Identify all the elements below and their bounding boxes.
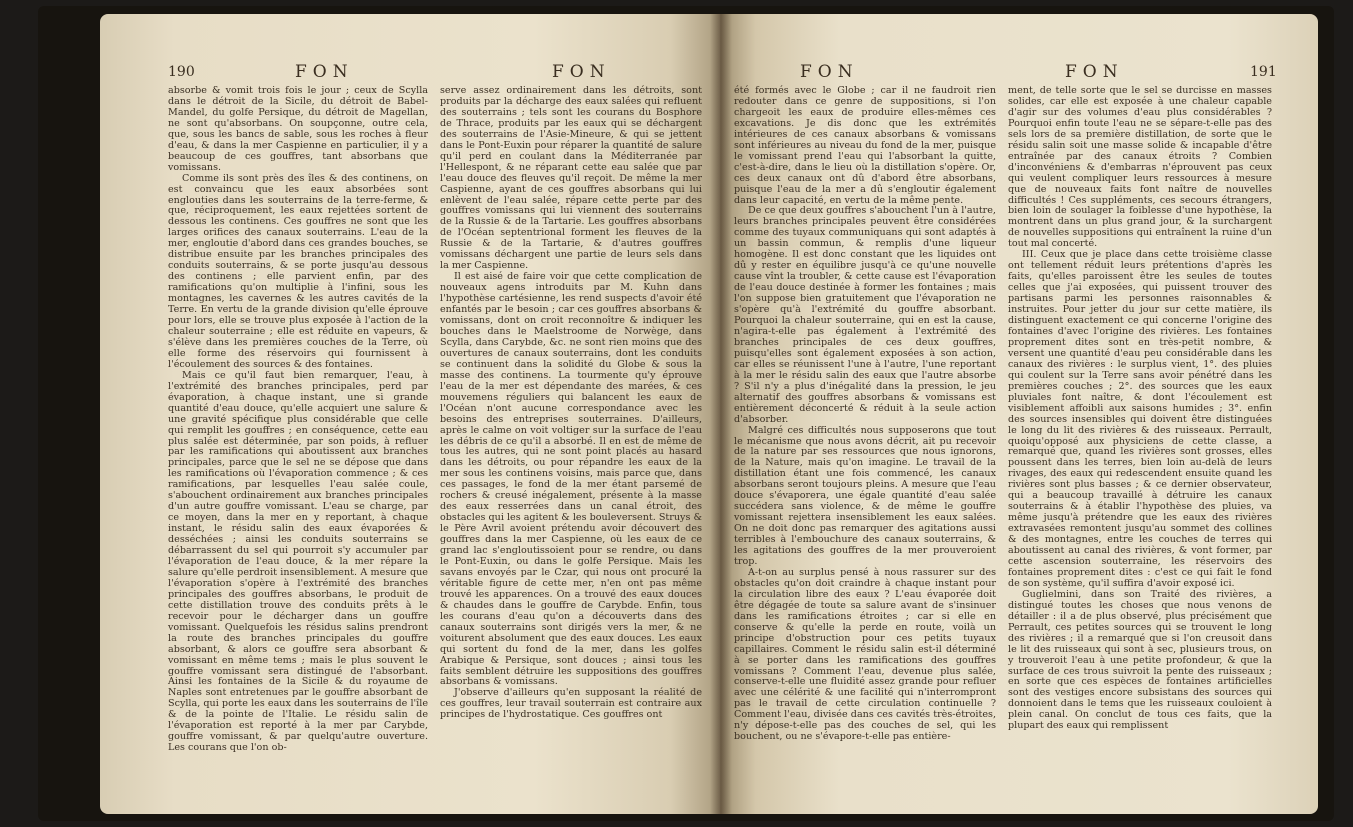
paragraph: Mais ce qu'il faut bien remarquer, l'eau, à l'extrémité des branches principales, perd par évaporation, à chaque instant, une si grande quantité d'eau douce, qu'elle acquiert une salure & une gravité spécifique plus considérable que celle qui remplit les gouffres ; en conséquence, cette eau plus salée est déterminée, par son poids, à refluer par les ramifications qui aboutissent aux branches principales, parce que le sel ne se dépose que dans les ramifications où l'évaporation commence ; & ces ramifications, par lesquelles l'eau salée coule, s'abouchent ordinairement aux branches principales d'un autre gouffre vomissant. L'eau se charge, par ce moyen, dans la mer en y reportant, à chaque instant, le résidu salin des eaux évaporées & desséchées ; ainsi les conduits souterrains se débarrassent du sel qui pourroit s'y accumuler par l'évaporation de l'eau douce, & la mer répare la salure qu'elle perdroit insensiblement. A mesure que l'évaporation s'opère à l'extrémité des branches principales des gouffres absorbans, le produit de cette distillation trouve des conduits prêts à le recevoir pour le décharger dans un gouffre vomissant. Quelquefois les résidus salins prendront la route des branches principales du gouffre absorbant, & alors ce gouffre sera absorbant & vomissant en même tems ; mais le plus souvent le gouffre vomissant sera distingué de l'absorbant. Ainsi les fontaines de la Sicile & du royaume de Naples sont entretenues par le gouffre absorbant de Scylla, qui porte les eaux dans les souterrains de l'île & de la pointe de l'Italie. Le résidu salin de l'évaporation est reporté à la mer par Carybde, gouffre vomissant, & par quelqu'autre ouverture. Les courans que l'on ob- xyxy=(168,369,428,754)
left-page-column-1 xyxy=(168,86,428,754)
right-page xyxy=(720,14,1318,814)
paragraph: Il est aisé de faire voir que cette complication de nouveaux agens introduits par M. Kuhn dans l'hypothèse cartésienne, les rend suspects d'avoir été enfantés par le besoin ; car ces gouffres absorbans & vomissans, dont on croit reconnoître & indiquer les bouches dans le Maelstroome de Norwège, dans Scylla, dans Carybde, &c. ne sont rien moins que des ouvertures de canaux souterrains, dont les conduits se continuent dans la solidité du Globe & sous la masse des continens. La tourmente qu'y éprouve l'eau de la mer est dépendante des marées, & ces mouvemens réguliers qui balancent les eaux de l'Océan n'ont aucune correspondance avec les besoins des entreprises souterraines. D'ailleurs, après le calme on voit voltiger sur la surface de l'eau les débris de ce qu'il a absorbé. Il en est de même de tous les autres, qui ne sont point placés au hasard dans les détroits, ou pour répandre les eaux de la mer sous les continens voisins, mais parce que, dans ces passages, le fond de la mer étant parsemé de rochers & creusé inégalement, présente à la masse des eaux resserrées dans un canal étroit, des obstacles qui les agitent & les bouleversent. Struys & le Père Avril avoient prétendu avoir découvert des gouffres dans la mer Caspienne, où les eaux de ce grand lac s'engloutissoient pour se rendre, ou dans le Pont-Euxin, ou dans le golfe Persique. Mais les savans envoyés par le Czar, qui nous ont procuré la véritable figure de cette mer, n'en ont pas même trouvé les apparences. On a trouvé des eaux douces & chaudes dans le gouffre de Carybde. Enfin, tous les courans d'eau qu'on a découverts dans des canaux souterrains sont dirigés vers la mer, & ne voiturent absolument que des eaux douces. Les eaux qui sortent du fond de la mer, dans les golfes Arabique & Persique, sont douces ; ainsi tous les faits semblent détruire les suppositions des gouffres absorbans & vomissans. xyxy=(440,271,702,688)
paragraph: absorbe & vomit trois fois le jour ; ceux de Scylla dans le détroit de la Sicile, du détroit de Babel-Mandel, du golfe Persique, du détroit de Magellan, ne sont qu'absorbans. On soupçonne, outre cela, que, sous les bancs de sable, sous les roches à fleur d'eau, & dans la mer Caspienne en particulier, il y a beaucoup de ces gouffres, tant absorbans que vomissans. xyxy=(168,85,428,173)
paragraph: III. Ceux que je place dans cette troisième classe ont tellement réduit leurs prétentions d'après les faits, qu'elles paroissent être les seules de toutes celles que j'ai exposées, qui puissent trouver des partisans parmi les personnes raisonnables & instruites. Pour jetter du jour sur cette matière, ils distinguent exactement ce qui concerne l'origine des fontaines d'avec l'origine des rivières. Les fontaines proprement dites sont en très-petit nombre, & versent une quantité d'eau peu considérable dans les canaux des rivières : le surplus vient, 1°. des pluies qui coulent sur la Terre sans avoir pénétré dans les premières couches ; 2°. des sources que les eaux pluviales font naître, & dont l'écoulement est visiblement affoibli aux saisons humides ; 3°. enfin des sources insensibles qui doivent être distinguées le long du lit des rivières & des ruisseaux. Perrault, quoiqu'opposé aux physiciens de cette classe, a remarqué que, quand les rivières sont grosses, elles poussent dans les terres, bien loin au-delà de leurs rivages, des eaux qui redescendent ensuite quand les rivières sont plus basses ; & ce dernier observateur, qui a beaucoup travaillé à détruire les canaux souterrains & à établir l'hypothèse des pluies, va même jusqu'à prétendre que les eaux des rivières extravasées remontent jusqu'au sommet des collines & des montagnes, entre les couches de terres qui aboutissent au canal des rivières, & vont former, par cette ascension souterraine, les réservoirs des fontaines proprement dites : c'est ce qui fait le fond de son système, qu'il suffira d'avoir exposé ici. xyxy=(1008,249,1272,589)
right-header-word-2: FON xyxy=(1065,62,1124,82)
left-page xyxy=(100,14,720,814)
right-page-column-2 xyxy=(1008,86,1272,732)
left-page-header xyxy=(100,62,720,84)
left-page-column-2 xyxy=(440,86,702,721)
paragraph: ment, de telle sorte que le sel se durcisse en masses solides, car elle est exposée à une chaleur capable d'agir sur des volumes d'eau plus considérables ? Pourquoi enfin toute l'eau ne se sépare-t-elle pas des sels lors de sa première distillation, de sorte que le résidu salin soit une masse solide & incapable d'être entraînée par des canaux étroits ? Combien d'inconvéniens & d'embarras n'éprouvent pas ceux qui veulent compliquer leurs ressources à mesure que de nouveaux faits font naître de nouvelles difficultés ! Ces suppléments, ces secours étrangers, bien loin de soulager la foiblesse d'une hypothèse, la montrent dans un plus grand jour, & la surchargent de nouvelles suppositions qui entraînent la ruine d'un tout mal concerté. xyxy=(1008,85,1272,250)
right-page-column-1 xyxy=(734,86,996,743)
paragraph: Comme ils sont près des îles & des continens, on est convaincu que les eaux absorbées sont englouties dans les souterrains de la terre-ferme, & que, réciproquement, les eaux rejettées sortent de dessous les continens. Ces gouffres ne sont que les larges orifices des canaux souterrains. L'eau de la mer, engloutie d'abord dans ces grandes bouches, se distribue ensuite par les branches principales des conduits souterrains, & se porte jusqu'au dessous des continens ; elle parvient enfin, par des ramifications qu'on multiplie à l'infini, sous les montagnes, les cavernes & les autres cavités de la Terre. En vertu de la grande division qu'elle éprouve pour lors, elle se trouve plus exposée à l'action de la chaleur souterraine ; elle est réduite en vapeurs, & s'élève dans les premières couches de la Terre, où elle forme des réservoirs qui fournissent à l'écoulement des sources & des fontaines. xyxy=(168,172,428,370)
paragraph: Guglielmini, dans son Traité des rivières, a distingué toutes les choses que nous venons de détailler : il a de plus observé, plus précisément que Perrault, ces petites sources qui se trouvent le long des rivières ; il a remarqué que si l'on creusoit dans le lit des ruisseaux qui sont à sec, plusieurs trous, on y trouveroit l'eau à une petite profondeur, & que la surface de ces trous suivroit la pente des ruisseaux ; en sorte que ces espèces de fontaines artificielles sont des vestiges encore subsistans des sources qui donnoient dans le tems que les ruisseaux couloient à plein canal. On conclut de tous ces faits, que la plupart des eaux qui remplissent xyxy=(1008,588,1272,732)
left-page-number: 190 xyxy=(168,64,195,80)
left-header-word-1: FON xyxy=(295,62,354,82)
right-page-number: 191 xyxy=(1250,64,1277,80)
paragraph: J'observe d'ailleurs qu'en supposant la réalité de ces gouffres, leur travail souterrain est contraire aux principes de l'hydrostatique. Ces gouffres ont xyxy=(440,687,702,721)
paragraph: Malgré ces difficultés nous supposerons que tout le mécanisme que nous avons décrit, ait pu recevoir de la nature par ses ressources que nous ignorons, de la Nature, mais qu'on imagine. Le travail de la distillation étant une fois commencé, les canaux absorbans seront toujours pleins. A mesure que l'eau douce s'évaporera, une égale quantité d'eau salée succédera sans violence, & de même le gouffre vomissant rejettera insensiblement les eaux salées. On ne doit donc pas remarquer des agitations aussi terribles à l'embouchure des canaux souterrains, & les agitations des gouffres de la mer prouveroient trop. xyxy=(734,424,996,567)
book-spread xyxy=(38,6,1334,821)
right-page-header xyxy=(720,62,1318,84)
paragraph: De ce que deux gouffres s'abouchent l'un à l'autre, leurs branches principales peuvent être considérées comme des tuyaux communiquans qui sont adaptés à un bassin commun, & remplis d'une liqueur homogène. Il est donc constant que les liquides ont dû y rester en équilibre jusqu'à ce qu'une nouvelle cause vînt la troubler, & cette cause est l'évaporation de l'eau douce destinée à former les fontaines ; mais l'on suppose bien gratuitement que l'évaporation ne s'opère qu'à l'extrémité du gouffre absorbant. Pourquoi la chaleur souterraine, qui en est la cause, n'agira-t-elle pas également à l'extrémité des branches principales de ces deux gouffres, puisqu'elles sont également exposées à son action, car elles se réunissent l'une à l'autre, l'une reportant à la mer le résidu salin des eaux que l'autre absorbe ? S'il n'y a plus d'inégalité dans la pression, le jeu alternatif des gouffres absorbans & vomissans est entièrement déconcerté & réduit à la seule action d'absorber. xyxy=(734,205,996,425)
paragraph: été formés avec le Globe ; car il ne faudroit rien redouter dans ce genre de suppositions, si l'on chargeoit les eaux de produire elles-mêmes ces excavations. Je dis donc que les extrémités intérieures de ces canaux absorbans & vomissans sont inférieures au niveau du fond de la mer, puisque le vomissant prend l'eau qui l'absorbant la quitte, c'est-à-dire, dans le lieu où la distillation s'opère. Or, ces deux canaux ont dû d'abord être absorbans, puisque l'eau de la mer a dû s'engloutir également dans leur capacité, en vertu de la même pente. xyxy=(734,85,996,206)
paragraph: A-t-on au surplus pensé à nous rassurer sur des obstacles qu'on doit craindre à chaque instant pour la circulation libre des eaux ? L'eau évaporée doit être dégagée de toute sa salure avant de s'insinuer dans les ramifications étroites ; car si elle en conserve & qu'elle la perde en route, voilà un principe d'obstruction pour ces petits tuyaux capillaires. Comment le résidu salin est-il déterminé à se porter dans les ramifications des gouffres vomissans ? Comment l'eau, devenue plus salée, conserve-t-elle une fluidité assez grande pour refluer avec une célérité & une facilité qui n'interrompront pas le travail de cette circulation continuelle ? Comment l'eau, divisée dans ces cavités très-étroites, n'y dépose-t-elle pas des couches de sel, qui les bouchent, ou ne s'évapore-t-elle pas entière- xyxy=(734,566,996,743)
paragraph: serve assez ordinairement dans les détroits, sont produits par la décharge des eaux salées qui refluent des souterrains ; tels sont les courans du Bosphore de Thrace, produits par les eaux qui se déchargent des souterrains de l'Asie-Mineure, & qui se jettent dans le Pont-Euxin pour réparer la quantité de salure qu'il perd en coulant dans la Méditerranée par l'Hellespont, & ne réparant cette eau salée que par l'eau douce des fleuves qu'il reçoit. De même la mer Caspienne, ayant de ces gouffres absorbans qui lui enlèvent de l'eau salée, répare cette perte par des gouffres vomissans qui lui viennent des souterrains de la Russie & de la Tartarie. Les gouffres absorbans de l'Océan septentrional forment les fleuves de la Russie & de la Tartarie, & d'autres gouffres vomissans déchargent une partie de leurs sels dans la mer Caspienne. xyxy=(440,85,702,272)
book-gutter xyxy=(710,14,732,814)
left-header-word-2: FON xyxy=(552,62,611,82)
right-header-word-1: FON xyxy=(800,62,859,82)
